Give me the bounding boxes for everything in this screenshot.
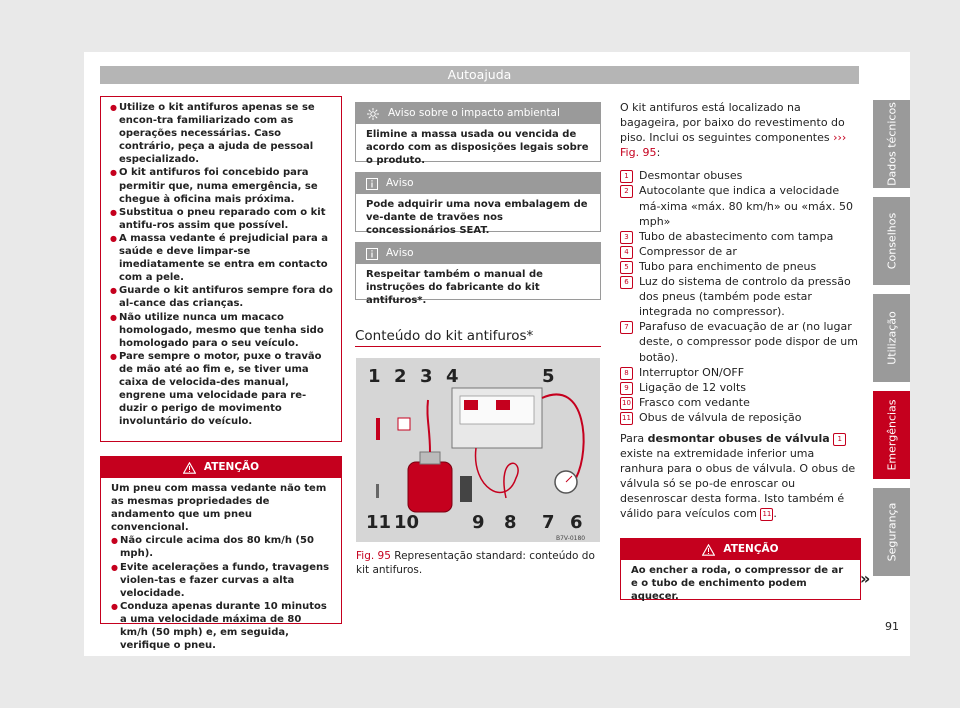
valve-paragraph	[620, 431, 860, 522]
tab-seguranca[interactable]	[873, 488, 910, 576]
page-number: 91	[885, 620, 899, 633]
warning-list-box	[100, 96, 342, 442]
warning-item: ● A massa vedante é prejudicial para a saúde e deve limpar-se imediatamente se entra em contacto com a pele.	[110, 232, 333, 284]
component-item	[620, 168, 860, 183]
atencao-header	[621, 539, 860, 560]
component-text: Interruptor ON/OFF	[639, 365, 745, 379]
component-item	[620, 259, 860, 274]
figure-label: 4	[446, 366, 459, 387]
tab-label: Segurança	[885, 502, 898, 562]
atencao-item: ● Não circule acima dos 80 km/h (50 mph).	[111, 534, 331, 560]
component-text: Parafuso de evacuação de ar (no lugar deste, o compressor pode dispor de um botão).	[639, 320, 858, 364]
tab-label: Conselhos	[885, 212, 898, 270]
info-icon	[366, 248, 378, 260]
component-number: 10	[620, 397, 633, 410]
component-text: Frasco com vedante	[639, 395, 750, 409]
warning-item: ● Guarde o kit antifuros sempre fora do al-cance das crianças.	[110, 284, 333, 310]
component-item	[620, 274, 860, 319]
figure-code: B7V-0180	[556, 535, 586, 542]
intro-paragraph	[620, 100, 860, 160]
atencao-item: ● Conduza apenas durante 10 minutos a uma velocidade máxima de 80 km/h (50 mph) e, em seguida, verifique o pneu.	[111, 600, 331, 652]
info-icon	[366, 178, 378, 190]
component-item	[620, 244, 860, 259]
component-number: 4	[620, 246, 633, 259]
component-text: Autocolante que indica a velocidade má-xima «máx. 80 km/h» ou «máx. 50 mph»	[639, 184, 854, 228]
figure-label: 11	[366, 512, 392, 533]
component-item	[620, 319, 860, 364]
component-text: Desmontar obuses	[639, 169, 743, 183]
environment-notice-box	[355, 102, 601, 167]
tab-utilizacao[interactable]	[873, 294, 910, 382]
intro-text: O kit antifuros está localizado na bagageira, por baixo do revestimento do piso. Inclui os seguintes componentes	[620, 101, 845, 145]
figure-label: 1	[368, 366, 381, 387]
component-list	[620, 168, 860, 425]
tab-dados-tecnicos[interactable]	[873, 100, 910, 188]
component-text: Tubo de abastecimento com tampa	[639, 229, 834, 243]
atencao-item: ● Evite acelerações a fundo, travagens violen-tas e fazer curvas a alta velocidade.	[111, 561, 331, 600]
environment-notice-body: Elimine a massa usada ou vencida de acordo com as disposições legais sobre o produto.	[366, 129, 589, 167]
tab-label: Dados técnicos	[885, 102, 898, 186]
valve-text: existe na extremidade inferior uma ranhura para o obus de válvula. O obus de válvula só se po-de enroscar ou desenroscar desta forma. Isto também é válido para veículos com	[620, 447, 856, 521]
environment-notice-title: Aviso sobre o impacto ambiental	[388, 106, 560, 119]
tab-emergencias[interactable]	[873, 391, 910, 479]
figure-label: 9	[472, 512, 485, 533]
figure-label: 5	[542, 366, 555, 387]
warning-triangle-icon	[702, 544, 715, 556]
aviso-header	[356, 173, 600, 194]
components-column	[620, 100, 860, 522]
valve-end: .	[773, 507, 777, 521]
component-text: Obus de válvula de reposição	[639, 410, 802, 424]
atencao-header	[101, 457, 341, 478]
component-item	[620, 365, 860, 380]
tab-label: Utilização	[885, 311, 898, 365]
leaf-icon	[366, 107, 380, 121]
tire-kit-figure	[356, 358, 600, 542]
figure-label: 8	[504, 512, 517, 533]
warning-list	[101, 97, 341, 428]
inline-component-number: 11	[760, 508, 773, 521]
valve-text: Para	[620, 431, 648, 445]
page-header: Autoajuda	[100, 66, 859, 84]
warning-triangle-icon	[183, 462, 196, 474]
aviso-body: Respeitar também o manual de instruções do fabricante do kit antifuros*.	[366, 269, 543, 307]
component-item	[620, 410, 860, 425]
environment-notice-header	[356, 103, 600, 124]
component-number: 6	[620, 276, 633, 289]
atencao-intro: Um pneu com massa vedante não tem as mesmas propriedades de andamento que um pneu convencional.	[111, 483, 327, 534]
figure-link[interactable]: ››› Fig. 95	[620, 131, 847, 160]
warning-item: ● Substitua o pneu reparado com o kit antifu-ros assim que possível.	[110, 206, 333, 232]
intro-end: :	[656, 146, 661, 160]
figure-caption	[356, 550, 600, 577]
component-item	[620, 395, 860, 410]
aviso-header	[356, 243, 600, 264]
tire-kit-illustration	[356, 358, 600, 542]
component-item	[620, 183, 860, 228]
component-number: 2	[620, 185, 633, 198]
atencao-title: ATENÇÃO	[203, 460, 260, 473]
atencao-list	[111, 534, 331, 652]
component-number: 8	[620, 367, 633, 380]
atencao-body: Ao encher a roda, o compressor de ar e o tubo de enchimento podem aquecer.	[631, 565, 844, 603]
component-item	[620, 380, 860, 395]
tab-label: Emergências	[885, 399, 898, 471]
inline-component-number: 1	[833, 433, 846, 446]
component-text: Ligação de 12 volts	[639, 380, 747, 394]
aviso-box-2	[355, 242, 601, 307]
figure-label: 2	[394, 366, 407, 387]
section-divider	[355, 346, 601, 347]
aviso-title: Aviso	[386, 176, 414, 189]
warning-item: ● Não utilize nunca um macaco homologado, mesmo que tenha sido homologado para o seu veículo.	[110, 311, 333, 350]
atencao-title: ATENÇÃO	[723, 542, 779, 555]
component-text: Luz do sistema de controlo da pressão dos pneus (também pode estar integrada no compressor).	[639, 275, 851, 319]
component-number: 3	[620, 231, 633, 244]
aviso-body: Pode adquirir uma nova embalagem de ve-dante de travões nos concessionários SEAT.	[366, 199, 588, 237]
aviso-box-1	[355, 172, 601, 237]
component-number: 11	[620, 412, 633, 425]
section-title: Conteúdo do kit antifuros*	[355, 328, 534, 344]
warning-item: ● Pare sempre o motor, puxe o travão de mão até ao fim e, se tiver uma caixa de velocida-des manual, engrene uma velocidade para re-duzir o perigo de movimento involuntário do veículo.	[110, 350, 333, 429]
figure-label: 6	[570, 512, 583, 533]
component-number: 5	[620, 261, 633, 274]
component-number: 9	[620, 382, 633, 395]
figure-label: 3	[420, 366, 433, 387]
atencao-body	[101, 478, 341, 658]
figure-label: 7	[542, 512, 555, 533]
component-number: 1	[620, 170, 633, 183]
atencao-box-left	[100, 456, 342, 652]
atencao-box-right	[620, 538, 861, 603]
tab-conselhos[interactable]	[873, 197, 910, 285]
figure-label: 10	[394, 512, 420, 533]
component-text: Compressor de ar	[639, 244, 737, 258]
continue-arrow: »	[860, 569, 871, 588]
valve-bold: desmontar obuses de válvula	[647, 431, 830, 445]
warning-item: ● Utilize o kit antifuros apenas se se encon-tra familiarizado com as operações necessárias. Caso contrário, peça a ajuda de pessoal especializado.	[110, 101, 333, 166]
component-text: Tubo para enchimento de pneus	[639, 259, 817, 273]
aviso-title: Aviso	[386, 246, 414, 259]
figure-ref: Fig. 95	[356, 550, 391, 562]
component-number: 7	[620, 321, 633, 334]
component-item	[620, 229, 860, 244]
figure-caption-text: Representação standard: conteúdo do kit antifuros.	[356, 550, 595, 576]
warning-item: ● O kit antifuros foi concebido para permitir que, numa emergência, se chegue à oficina mais próxima.	[110, 166, 333, 205]
